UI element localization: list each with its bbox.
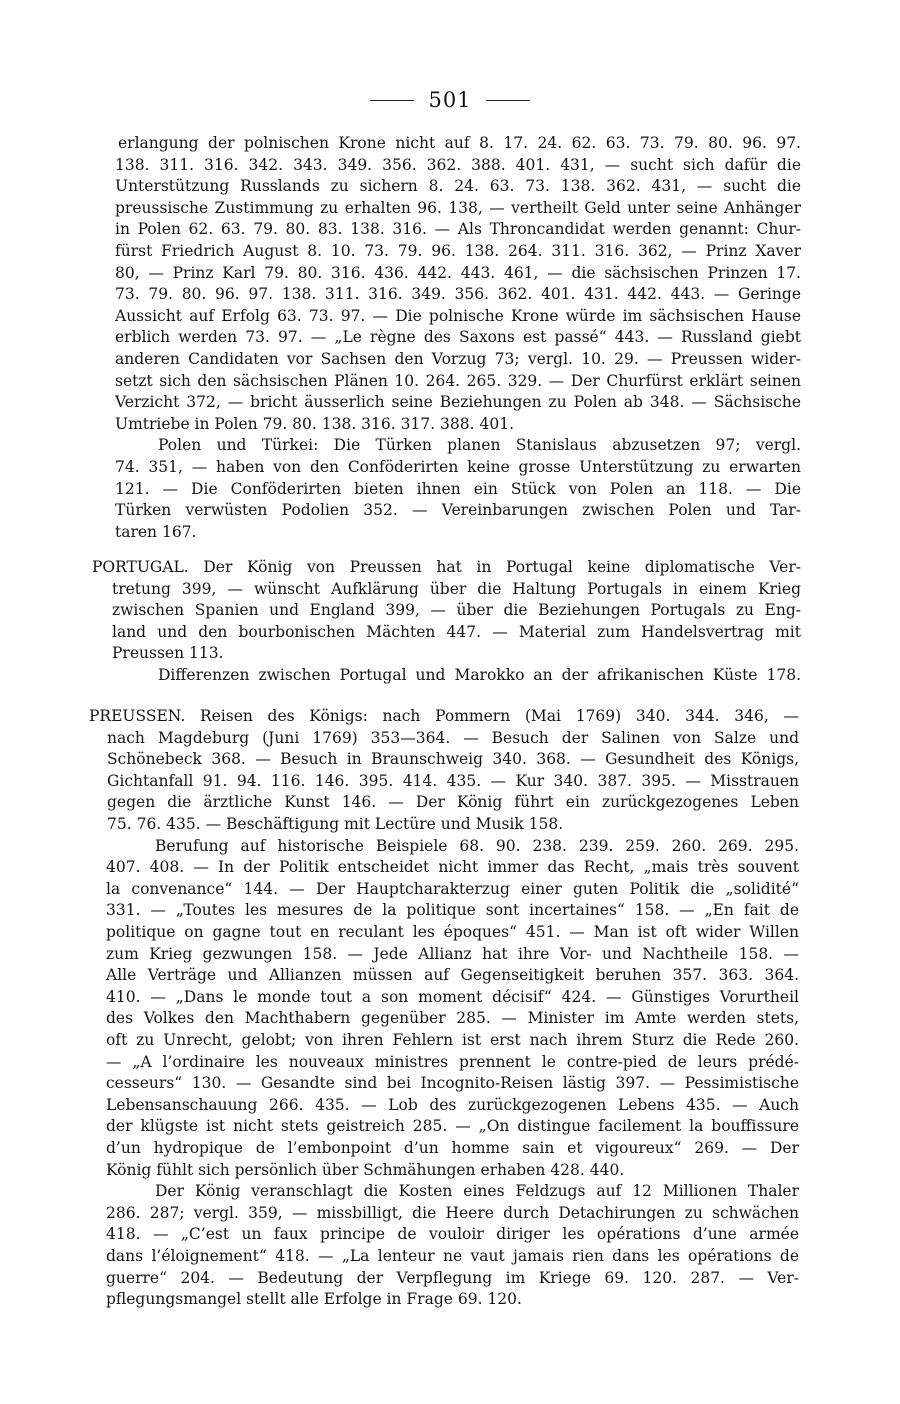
- text-line: Türken verwüsten Podolien 352. — Vereinbarungen zwischen Polen und Tar-: [115, 501, 801, 520]
- text-line: Der König veranschlagt die Kosten eines Feldzugs auf 12 Millionen Thaler: [155, 1182, 799, 1201]
- text-line: taren 167.: [115, 522, 197, 541]
- text-line: land und den bourbonischen Mächten 447. — Material zum Handelsvertrag mit: [112, 622, 801, 641]
- text-line: Umtriebe in Polen 79. 80. 138. 316. 317. 388. 401.: [115, 414, 515, 433]
- text-line: anderen Candidaten vor Sachsen den Vorzug 73; vergl. 10. 29. — Preussen wider-: [115, 350, 801, 368]
- text-line: fürst Friedrich August 8. 10. 73. 79. 96. 138. 264. 311. 316. 362, — Prinz Xaver: [115, 242, 801, 260]
- text-line: zum Krieg gezwungen 158. — Jede Allianz hat ihre Vor- und Nachtheile 158. —: [106, 944, 799, 963]
- section-portugal: [0, 557, 900, 691]
- text-line: erblich werden 73. 97. — „Le règne des Saxons est passé“ 443. — Russland giebt: [115, 328, 801, 347]
- text-line: des Volkes den Machthabern gegenüber 285. — Minister im Amte werden stets,: [106, 1009, 799, 1028]
- text-line: tretung 399, — wünscht Aufklärung über die Haltung Portugals in einem Krieg: [112, 579, 801, 598]
- text-line: Preussen 113.: [112, 644, 224, 663]
- text-line: cesseurs“ 130. — Gesandte sind bei Incognito-Reisen lästig 397. — Pessimistische: [106, 1074, 799, 1093]
- text-line: Lebensanschauung 266. 435. — Lob des zurückgezogenen Lebens 435. — Auch: [106, 1095, 799, 1114]
- text-line: PORTUGAL. Der König von Preussen hat in Portugal keine diplomatische Ver-: [92, 558, 801, 576]
- text-line: preussische Zustimmung zu erhalten 96. 138, — vertheilt Geld unter seine Anhänger: [115, 198, 801, 217]
- text-line: Differenzen zwischen Portugal und Marokko an der afrikanischen Küste 178.: [158, 666, 801, 684]
- text-line: 286. 287; vergl. 359, — missbilligt, die Heere durch Detachirungen zu schwächen: [106, 1203, 799, 1222]
- page-number: 501: [428, 88, 472, 112]
- page-header: [0, 88, 900, 112]
- text-line: guerre“ 204. — Bedeutung der Verpflegung im Kriege 69. 120. 287. — Ver-: [106, 1268, 799, 1287]
- text-line: gegen die ärztliche Kunst 146. — Der König führt ein zurückgezogenes Leben: [107, 793, 799, 812]
- text-line: 80, — Prinz Karl 79. 80. 316. 436. 442. 443. 461, — die sächsischen Prinzen 17.: [115, 263, 801, 282]
- text-line: 407. 408. — In der Politik entscheidet nicht immer das Recht, „mais très souvent: [106, 858, 799, 877]
- text-line: zwischen Spanien und England 399, — über die Beziehungen Portugals zu Eng-: [112, 601, 801, 620]
- text-line: 74. 351, — haben von den Conföderirten keine grosse Unterstützung zu erwarten: [115, 458, 801, 476]
- text-line: setzt sich den sächsischen Plänen 10. 264. 265. 329. — Der Churfürst erklärt seinen: [115, 371, 801, 390]
- text-line: in Polen 62. 63. 79. 80. 83. 138. 316. — Als Throncandidat werden genannt: Chur-: [115, 220, 801, 239]
- text-line: Schönebeck 368. — Besuch in Braunschweig 340. 368. — Gesundheit des Königs,: [107, 750, 799, 769]
- text-line: 121. — Die Conföderirten bieten ihnen ein Stück von Polen an 118. — Die: [115, 479, 801, 498]
- text-line: Polen und Türkei: Die Türken planen Stanislaus abzusetzen 97; vergl.: [158, 436, 801, 455]
- text-line: Aussicht auf Erfolg 63. 73. 97. — Die polnische Krone würde im sächsischen Hause: [115, 306, 801, 325]
- text-line: König fühlt sich persönlich über Schmähungen erhaben 428. 440.: [106, 1160, 625, 1179]
- header-rule-right: [486, 100, 530, 101]
- text-line: der klügste ist nicht stets geistreich 285. — „On distingue facilement la bouffissure: [106, 1117, 799, 1136]
- text-line: Verzicht 372, — bricht äusserlich seine Beziehungen zu Polen ab 348. — Sächsische: [115, 393, 801, 412]
- text-line: oft zu Unrecht, gelobt; von ihren Fehlern ist erst nach ihrem Sturz die Rede 260.: [106, 1031, 799, 1049]
- text-line: la convenance“ 144. — Der Hauptcharakterzug einer guten Politik die „solidité“: [106, 879, 799, 898]
- text-line: politique on gagne tout en reculant les époques“ 451. — Man ist oft wider Willen: [106, 923, 799, 941]
- text-line: pflegungsmangel stellt alle Erfolge in Frage 69. 120.: [106, 1290, 522, 1309]
- text-line: PREUSSEN. Reisen des Königs: nach Pommern (Mai 1769) 340. 344. 346, —: [89, 707, 799, 725]
- text-line: 73. 79. 80. 96. 97. 138. 311. 316. 349. 356. 362. 401. 431. 442. 443. — Geringe: [115, 285, 801, 304]
- text-line: 418. — „C’est un faux principe de vouloir diriger les opérations d’une armée: [106, 1225, 799, 1244]
- text-line: 75. 76. 435. — Beschäftigung mit Lectüre und Musik 158.: [107, 815, 564, 833]
- text-line: 138. 311. 316. 342. 343. 349. 356. 362. 388. 401. 431, — sucht sich dafür die: [115, 155, 801, 174]
- section-preussen: [0, 706, 900, 1315]
- text-line: d’un hydropique de l’embonpoint d’un homme sain et vigoureux“ 269. — Der: [106, 1139, 799, 1157]
- text-line: erlangung der polnischen Krone nicht auf 8. 17. 24. 62. 63. 73. 79. 80. 96. 97.: [118, 134, 801, 152]
- text-line: Gichtanfall 91. 94. 116. 146. 395. 414. 435. — Kur 340. 387. 395. — Misstrauen: [107, 771, 799, 790]
- text-line: 331. — „Toutes les mesures de la politique sont incertaines“ 158. — „En fait de: [106, 901, 799, 920]
- text-line: nach Magdeburg (Juni 1769) 353—364. — Besuch der Salinen von Salze und: [107, 728, 799, 747]
- text-line: Berufung auf historische Beispiele 68. 90. 238. 239. 259. 260. 269. 295.: [155, 836, 799, 855]
- header-rule-left: [370, 100, 414, 101]
- text-line: 410. — „Dans le monde tout a son moment décisif“ 424. — Günstiges Vorurtheil: [106, 987, 799, 1006]
- text-line: — „A l’ordinaire les nouveaux ministres prennent le contre-pied de leurs prédé-: [106, 1052, 799, 1071]
- text-line: Unterstützung Russlands zu sichern 8. 24. 63. 73. 138. 362. 431, — sucht die: [115, 177, 801, 196]
- text-line: dans l’éloignement“ 418. — „La lenteur ne vaut jamais rien dans les opérations de: [106, 1247, 799, 1265]
- section-polen-continued: [0, 133, 900, 547]
- text-line: Alle Verträge und Allianzen müssen auf Gegenseitigkeit beruhen 357. 363. 364.: [106, 966, 799, 985]
